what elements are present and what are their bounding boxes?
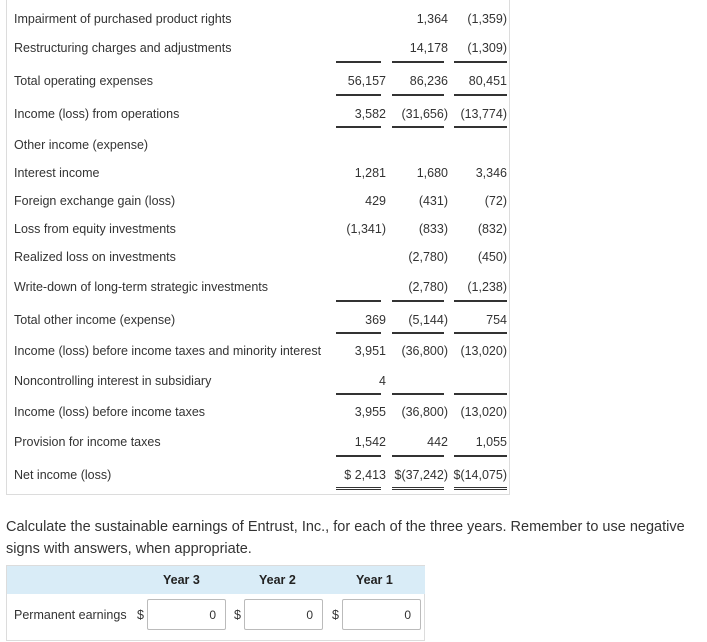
year2-earnings-input[interactable] bbox=[244, 599, 323, 630]
year3-earnings-input[interactable] bbox=[147, 599, 226, 630]
subtotal-rule bbox=[392, 455, 444, 457]
year2-value: (36,800) bbox=[401, 344, 448, 358]
year2-value: 14,178 bbox=[409, 41, 448, 55]
table-row bbox=[7, 429, 511, 457]
year3-value: 56,157 bbox=[347, 74, 386, 88]
subtotal-rule bbox=[392, 61, 444, 63]
year1-value: (13,774) bbox=[460, 107, 507, 121]
answer-table-header bbox=[7, 566, 425, 594]
subtotal-rule bbox=[392, 94, 444, 96]
row-label: Total other income (expense) bbox=[14, 313, 176, 327]
table-row bbox=[7, 399, 511, 427]
table-row bbox=[7, 132, 511, 160]
year2-value: 86,236 bbox=[409, 74, 448, 88]
table-row bbox=[7, 35, 511, 63]
subtotal-rule bbox=[336, 332, 381, 334]
year1-value: (13,020) bbox=[460, 405, 507, 419]
table-row bbox=[7, 160, 511, 188]
row-label: Total operating expenses bbox=[14, 74, 153, 88]
currency-symbol: $ bbox=[332, 608, 339, 622]
table-row bbox=[7, 101, 511, 129]
subtotal-rule bbox=[336, 61, 381, 63]
table-row bbox=[7, 338, 511, 366]
subtotal-rule bbox=[392, 393, 444, 395]
row-label: Loss from equity investments bbox=[14, 222, 176, 236]
subtotal-rule bbox=[454, 300, 507, 302]
total-double-rule bbox=[336, 487, 381, 490]
subtotal-rule bbox=[454, 393, 507, 395]
total-double-rule bbox=[454, 487, 507, 490]
currency-symbol: $ bbox=[234, 608, 241, 622]
subtotal-rule bbox=[454, 61, 507, 63]
total-double-rule bbox=[392, 487, 444, 490]
subtotal-rule bbox=[336, 300, 381, 302]
year1-value: (1,359) bbox=[467, 12, 507, 26]
year3-value: 3,582 bbox=[354, 107, 386, 121]
table-row bbox=[7, 368, 511, 396]
row-label: Interest income bbox=[14, 166, 100, 180]
subtotal-rule bbox=[336, 126, 381, 128]
income-statement-table bbox=[6, 0, 510, 495]
header-year1: Year 1 bbox=[356, 573, 393, 587]
year2-value: (431) bbox=[418, 194, 448, 208]
row-label: Net income (loss) bbox=[14, 468, 112, 482]
answer-table bbox=[6, 565, 425, 641]
year3-value: 1,281 bbox=[354, 166, 386, 180]
table-row bbox=[7, 6, 511, 34]
year3-value: $ 2,413 bbox=[344, 468, 386, 482]
subtotal-rule bbox=[454, 126, 507, 128]
year1-value: (832) bbox=[477, 222, 507, 236]
year3-value: 4 bbox=[379, 374, 386, 388]
year2-value: (2,780) bbox=[408, 280, 448, 294]
row-label: Write-down of long-term strategic investments bbox=[14, 280, 269, 294]
subtotal-rule bbox=[392, 126, 444, 128]
year2-value: (2,780) bbox=[408, 250, 448, 264]
year3-value: 429 bbox=[365, 194, 386, 208]
subtotal-rule bbox=[454, 94, 507, 96]
subtotal-rule bbox=[454, 455, 507, 457]
year1-value: (1,309) bbox=[467, 41, 507, 55]
question-text: Calculate the sustainable earnings of Entrust, Inc., for each of the three years. Remember to use negative signs with answers, when appropriate. bbox=[6, 519, 685, 557]
year3-value: 369 bbox=[365, 313, 386, 327]
header-year3: Year 3 bbox=[163, 573, 200, 587]
table-row bbox=[7, 68, 511, 96]
year2-value: 1,364 bbox=[416, 12, 448, 26]
year2-value: 1,680 bbox=[416, 166, 448, 180]
subtotal-rule bbox=[392, 332, 444, 334]
year3-value: 1,542 bbox=[354, 435, 386, 449]
year1-value: (72) bbox=[484, 194, 507, 208]
year1-value: (450) bbox=[477, 250, 507, 264]
row-label: Provision for income taxes bbox=[14, 435, 161, 449]
year3-value: (1,341) bbox=[346, 222, 386, 236]
currency-symbol: $ bbox=[137, 608, 144, 622]
row-label: Income (loss) before income taxes and minority interest bbox=[14, 344, 322, 358]
year1-value: 1,055 bbox=[475, 435, 507, 449]
subtotal-rule bbox=[336, 94, 381, 96]
table-row bbox=[7, 188, 511, 216]
table-row bbox=[7, 244, 511, 272]
subtotal-rule bbox=[336, 455, 381, 457]
row-label: Restructuring charges and adjustments bbox=[14, 41, 232, 55]
year1-earnings-input[interactable] bbox=[342, 599, 421, 630]
year2-value: (31,656) bbox=[401, 107, 448, 121]
subtotal-rule bbox=[336, 393, 381, 395]
row-label: Other income (expense) bbox=[14, 138, 149, 152]
year3-value: 3,951 bbox=[354, 344, 386, 358]
row-label: Impairment of purchased product rights bbox=[14, 12, 232, 26]
year2-value: $(37,242) bbox=[394, 468, 448, 482]
permanent-earnings-label: Permanent earnings bbox=[14, 608, 127, 622]
year2-value: (5,144) bbox=[408, 313, 448, 327]
row-label: Realized loss on investments bbox=[14, 250, 176, 264]
year2-value: (36,800) bbox=[401, 405, 448, 419]
year1-value: (13,020) bbox=[460, 344, 507, 358]
row-label: Income (loss) before income taxes bbox=[14, 405, 206, 419]
year2-value: 442 bbox=[427, 435, 448, 449]
table-row bbox=[7, 462, 511, 490]
year1-value: 3,346 bbox=[475, 166, 507, 180]
year3-value: 3,955 bbox=[354, 405, 386, 419]
subtotal-rule bbox=[392, 300, 444, 302]
year1-value: 754 bbox=[486, 313, 507, 327]
row-label: Noncontrolling interest in subsidiary bbox=[14, 374, 212, 388]
year1-value: (1,238) bbox=[467, 280, 507, 294]
year1-value: 80,451 bbox=[468, 74, 507, 88]
table-row bbox=[7, 307, 511, 335]
header-year2: Year 2 bbox=[259, 573, 296, 587]
row-label: Income (loss) from operations bbox=[14, 107, 180, 121]
year1-value: $(14,075) bbox=[453, 468, 507, 482]
table-row bbox=[7, 274, 511, 302]
subtotal-rule bbox=[454, 332, 507, 334]
year2-value: (833) bbox=[418, 222, 448, 236]
table-row bbox=[7, 216, 511, 244]
row-label: Foreign exchange gain (loss) bbox=[14, 194, 176, 208]
